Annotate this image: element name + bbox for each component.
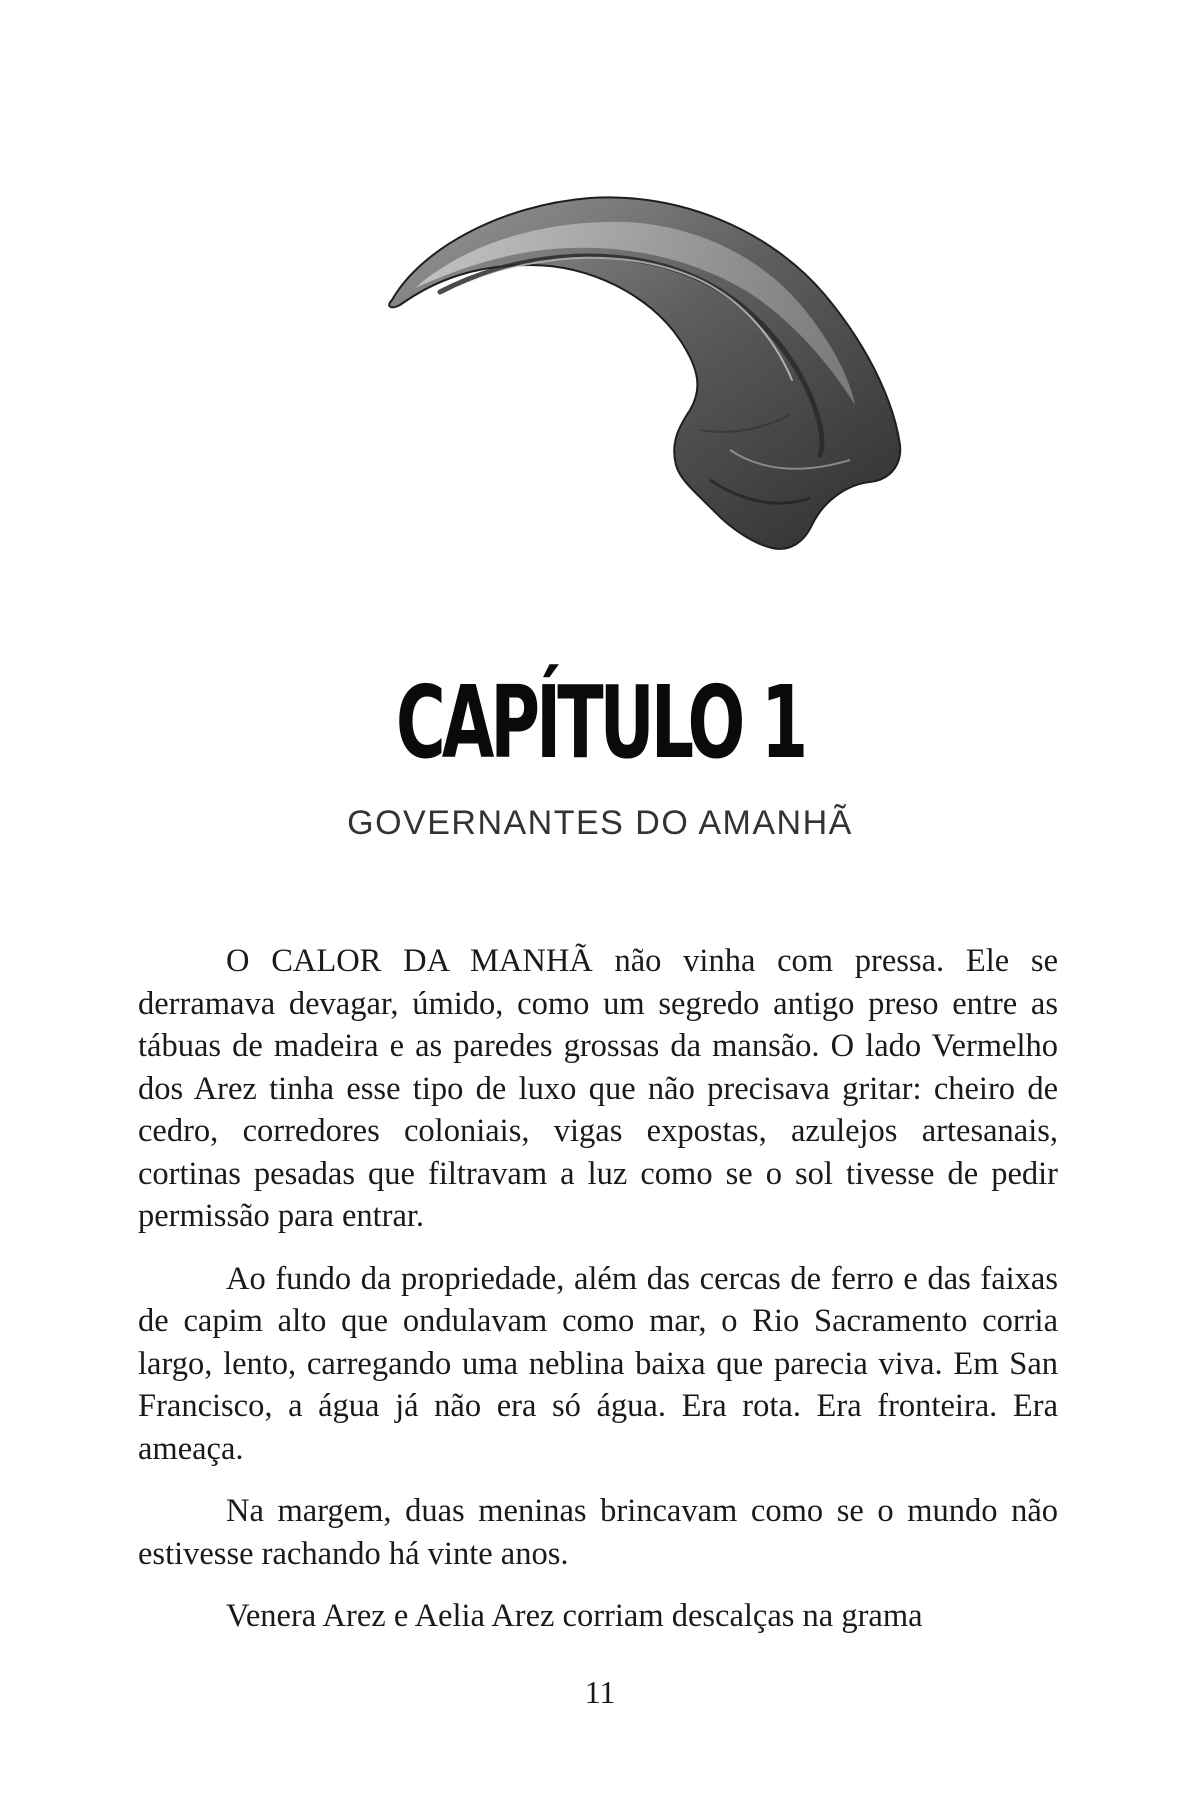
chapter-body [138,940,1058,1658]
page-number: 11 [584,1674,616,1710]
paragraph: Na margem, duas meninas brincavam como se o mundo não estivesse rachando há vinte anos. [138,1493,1058,1572]
paragraph: Venera Arez e Aelia Arez corriam descalças na grama [226,1598,923,1634]
chapter-subtitle: GOVERNANTES DO AMANHÃ [347,804,853,842]
chapter-title: CAPÍTULO 1 [395,664,805,781]
paragraph: Ao fundo da propriedade, além das cercas de ferro e das faixas de capim alto que ondulavam como mar, o Rio Sacramento corria largo, lento, carregando uma neblina baixa que parecia viva. Em San Francisco, a água já não era só água. Era rota. Era fronteira. Era ameaça. [138,1260,1058,1467]
paragraph: O CALOR DA MANHÃ não vinha com pressa. Ele se derramava devagar, úmido, como um segredo antigo preso entre as tábuas de madeira e as paredes grossas da mansão. O lado Vermelho dos Arez tinha esse tipo de luxo que não precisava gritar: cheiro de cedro, corredores coloniais, vigas expostas, azulejos artesanais, cortinas pesadas que filtravam a luz como se o sol tivesse de pedir permissão para entrar. [138,943,1058,1234]
raptor-claw-icon [380,180,920,570]
